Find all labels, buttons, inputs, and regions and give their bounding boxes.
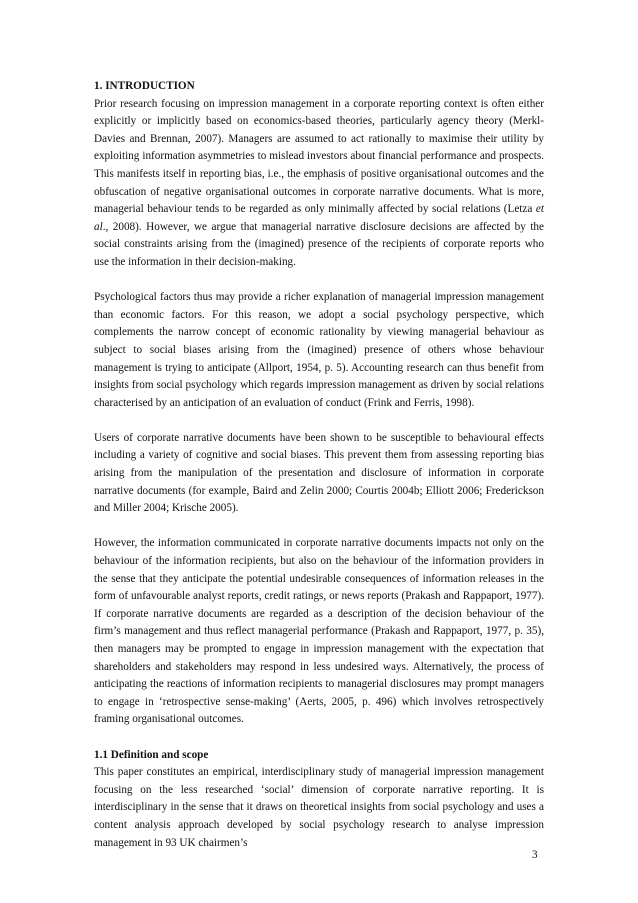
intro-paragraph-1-text: Prior research focusing on impression management in a corporate reporting context is often either explicitly or implicitly based on economics-based theories, particularly agency theory (Merkl-Davies and Brennan, 2007). Managers are assumed to act rationally to maximise their utility by exploiting information asymmetries to mislead investors about financial performance and prospects. This manifests itself in reporting bias, i.e., the emphasis of positive organisational outcomes and the obfuscation of negative organisational outcomes in corporate narrative documents. What is more, managerial behaviour tends to be regarded as only minimally affected by social relations (Letza [94,97,544,216]
intro-paragraph-1 [94,96,544,272]
intro-paragraph-3: Users of corporate narrative documents have been shown to be susceptible to behavioural effects including a variety of cognitive and social biases. This prevent them from assessing reporting bias arising from the manipulation of the presentation and disclosure of information in corporate narrative documents (for example, Baird and Zelin 2000; Courtis 2004b; Elliott 2006; Frederickson and Miller 2004; Krische 2005). [94,431,544,515]
page-number: 3 [532,849,538,861]
intro-paragraph-2: Psychological factors thus may provide a richer explanation of managerial impression management than economic factors. For this reason, we adopt a social psychology perspective, which complements the narrow concept of economic rationality by viewing managerial behaviour as subject to social biases arising from the (imagined) presence of others whose behaviour management is trying to anticipate (Allport, 1954, p. 5). Accounting research can thus benefit from insights from social psychology which regards impression management as driven by social relations characterised by an anticipation of an evaluation of conduct (Frink and Ferris, 1998). [94,291,544,409]
page-body [94,78,544,852]
intro-paragraph-1-tail: ., 2008). However, we argue that managerial narrative disclosure decisions are affected by the social constraints arising from the (imagined) presence of the recipients of corporate reports who use the information in their decision-making. [94,220,544,268]
definition-paragraph-1: This paper constitutes an empirical, interdisciplinary study of managerial impression management focusing on the less researched ‘social’ dimension of corporate narrative reporting. It is interdisciplinary in the sense that it draws on theoretical insights from social psychology and uses a content analysis approach developed by social psychology research to analyse impression management in 93 UK chairmen’s [94,766,544,849]
section-heading-definition-scope: 1.1 Definition and scope [94,748,209,761]
et-al-italic: et al [94,203,544,233]
section-heading-introduction: 1. INTRODUCTION [94,80,195,92]
intro-paragraph-4: However, the information communicated in corporate narrative documents impacts not only on the behaviour of the information recipients, but also on the behaviour of the information providers in the sense that they anticipate the potential undesirable consequences of information releases in the form of unfavourable analyst reports, credit ratings, or news reports (Prakash and Rappaport, 1977). If corporate narrative documents are regarded as a description of the decision behaviour of the firm’s management and thus reflect managerial performance (Prakash and Rappaport, 1977, p. 35), then managers may be prompted to engage in impression management with the expectation that shareholders and stakeholders may respond in less undesired ways. Alternatively, the process of anticipating the reactions of information recipients to managerial disclosures may prompt managers to engage in ‘retrospective sense-making’ (Aerts, 2005, p. 496) which involves retrospectively framing organisational outcomes. [94,537,544,726]
